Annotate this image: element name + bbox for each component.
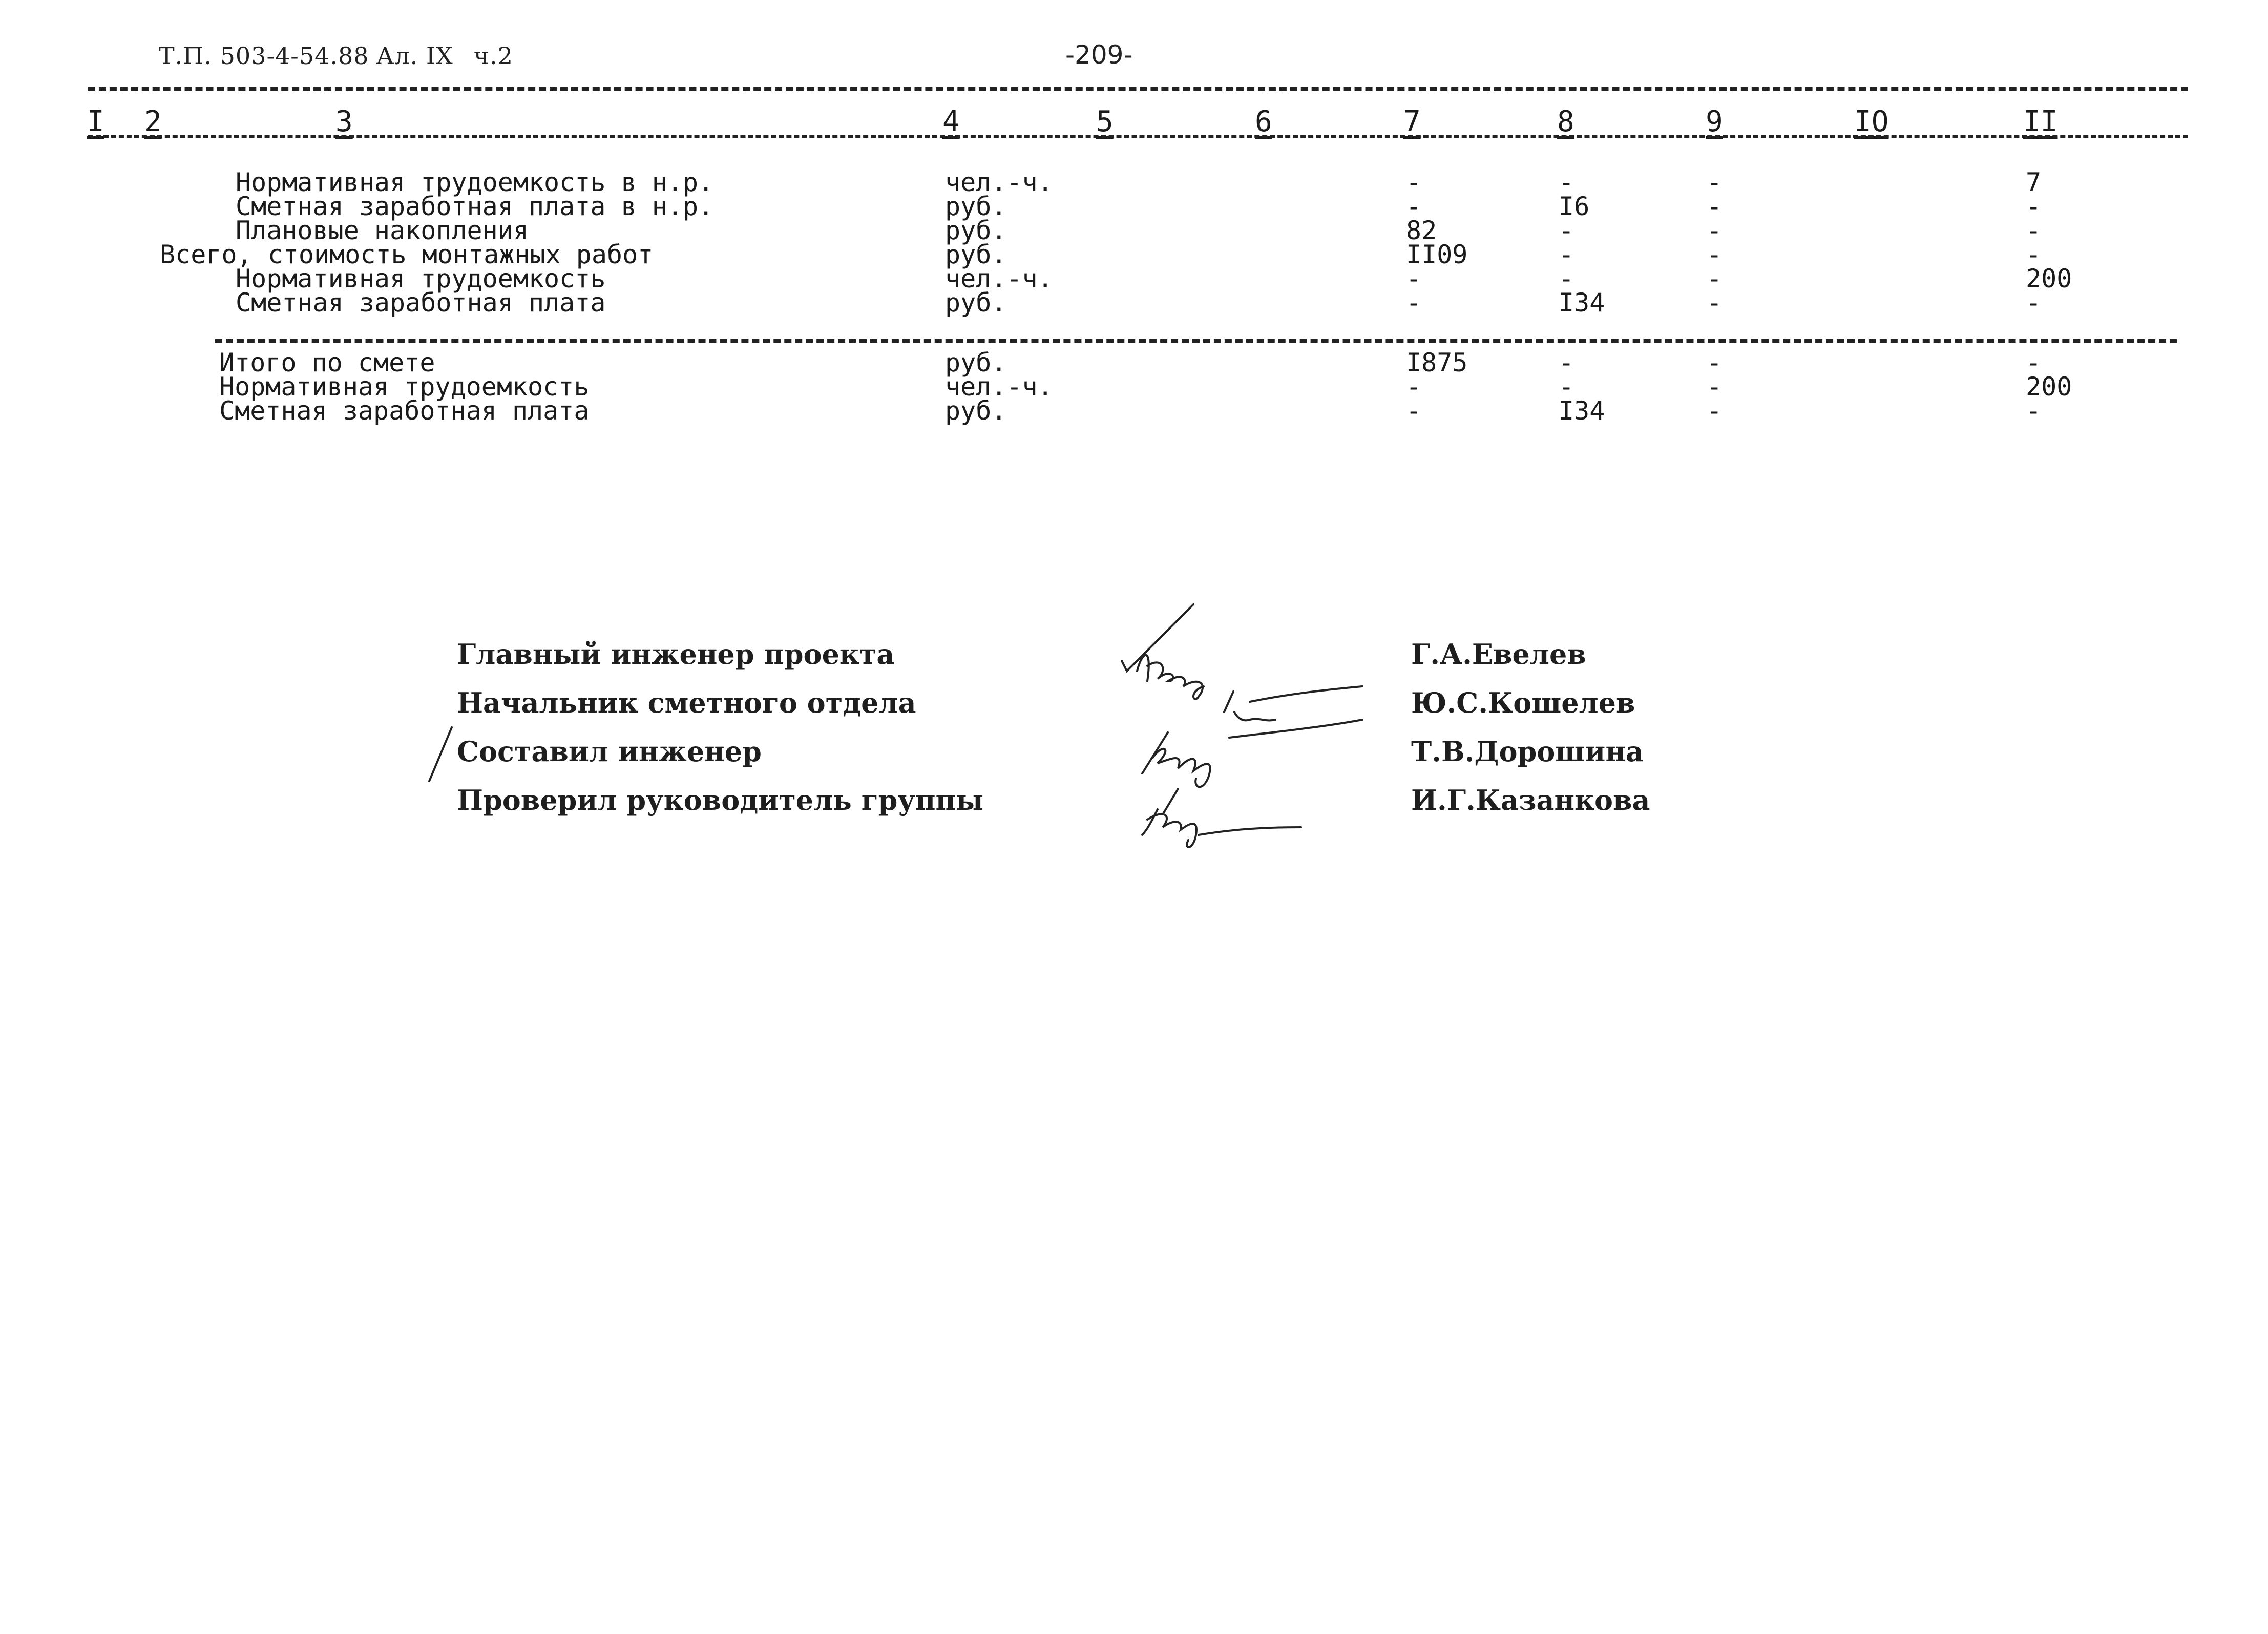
part-number: ч.2 (473, 42, 514, 70)
column-number: 8 (1557, 105, 1574, 138)
signer-role: Начальник сметного отдела (457, 686, 916, 719)
signer-name: И.Г.Казанкова (1411, 784, 1650, 816)
row-name: Нормативная трудоемкость (219, 372, 590, 402)
row-col11-value: - (2026, 192, 2042, 221)
row-col8-value: - (1559, 348, 1574, 378)
row-col7-value: - (1406, 192, 1422, 221)
top-divider (88, 87, 2188, 91)
signer-role: Проверил руководитель группы (457, 784, 984, 816)
row-col11-value: 7 (2026, 167, 2042, 197)
row-col9-value: - (1707, 288, 1723, 318)
column-number: 9 (1706, 105, 1723, 138)
row-unit: чел.-ч. (945, 264, 1053, 294)
column-number: I (87, 105, 104, 138)
row-col7-value: - (1406, 288, 1422, 318)
row-col8-value: - (1559, 264, 1574, 294)
row-col8-value: I6 (1559, 192, 1590, 221)
row-name: Нормативная трудоемкость в н.р. (236, 167, 714, 197)
row-col11-value: - (2026, 288, 2042, 318)
row-col7-value: - (1406, 372, 1422, 402)
check-mark (425, 725, 456, 786)
row-unit: руб. (945, 396, 1007, 426)
row-col7-value: - (1406, 264, 1422, 294)
row-col9-value: - (1707, 348, 1723, 378)
document-reference (159, 42, 513, 70)
row-name: Плановые накопления (236, 216, 529, 245)
row-unit: руб. (945, 288, 1007, 318)
row-col8-value: I34 (1559, 396, 1605, 426)
row-col9-value: - (1707, 372, 1723, 402)
row-col8-value: - (1559, 216, 1574, 245)
row-name: Сметная заработная плата в н.р. (236, 192, 714, 221)
row-col7-value: - (1406, 396, 1422, 426)
row-name: Итого по смете (219, 348, 435, 378)
row-name: Нормативная трудоемкость (236, 264, 606, 294)
column-number: 5 (1096, 105, 1114, 138)
row-col8-value: - (1559, 167, 1574, 197)
handwritten-signatures (1106, 594, 1383, 861)
row-col8-value: - (1559, 240, 1574, 269)
row-col7-value: 82 (1406, 216, 1437, 245)
signer-name: Г.А.Евелев (1411, 638, 1586, 671)
row-col9-value: - (1707, 240, 1723, 269)
row-col8-value: I34 (1559, 288, 1605, 318)
column-number: 4 (942, 105, 960, 138)
row-col9-value: - (1707, 216, 1723, 245)
column-number: 6 (1255, 105, 1272, 138)
row-unit: руб. (945, 348, 1007, 378)
column-number: 2 (144, 105, 162, 138)
column-number: II (2023, 105, 2058, 138)
column-number-underline (88, 135, 2188, 138)
row-col7-value: - (1406, 167, 1422, 197)
row-col8-value: - (1559, 372, 1574, 402)
row-name: Сметная заработная плата (219, 396, 590, 426)
row-unit: чел.-ч. (945, 167, 1053, 197)
row-col7-value: I875 (1406, 348, 1468, 378)
row-unit: руб. (945, 216, 1007, 245)
column-number: 7 (1403, 105, 1421, 138)
doc-ref-number: Т.П. 503-4-54.88 (159, 42, 369, 70)
row-col9-value: - (1707, 167, 1723, 197)
row-name: Всего, стоимость монтажных работ (160, 240, 654, 269)
row-unit: руб. (945, 192, 1007, 221)
signer-role: Главный инженер проекта (457, 638, 895, 671)
row-col7-value: II09 (1406, 240, 1468, 269)
row-col11-value: - (2026, 216, 2042, 245)
row-col11-value: - (2026, 396, 2042, 426)
album-number: Ал. IX (376, 42, 453, 70)
column-number: 3 (335, 105, 353, 138)
row-unit: чел.-ч. (945, 372, 1053, 402)
row-col9-value: - (1707, 396, 1723, 426)
section-divider (215, 339, 2177, 343)
row-unit: руб. (945, 240, 1007, 269)
page-number: -209- (1065, 40, 1133, 70)
signer-name: Т.В.Дорошина (1411, 735, 1644, 768)
signer-name: Ю.С.Кошелев (1411, 686, 1635, 719)
signer-role: Составил инженер (457, 735, 762, 768)
row-col11-value: - (2026, 348, 2042, 378)
row-col11-value: 200 (2026, 264, 2072, 294)
row-col9-value: - (1707, 192, 1723, 221)
row-name: Сметная заработная плата (236, 288, 606, 318)
row-col9-value: - (1707, 264, 1723, 294)
row-col11-value: - (2026, 240, 2042, 269)
column-number: IO (1854, 105, 1889, 138)
row-col11-value: 200 (2026, 372, 2072, 402)
